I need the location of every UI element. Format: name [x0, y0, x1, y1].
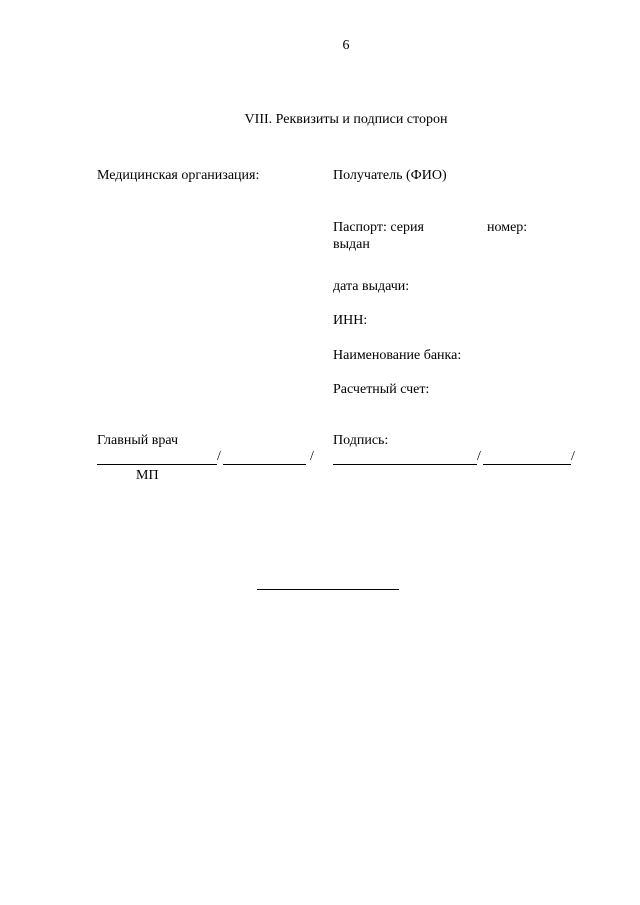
signature-slash: /	[477, 449, 481, 464]
chief-doctor-label: Главный врач	[97, 433, 179, 448]
issue-date-label: дата выдачи:	[333, 279, 410, 294]
recipient-signature-blank	[333, 464, 477, 465]
recipient-signature-label: Подпись:	[333, 433, 389, 448]
signature-slash: /	[310, 449, 314, 464]
passport-number-label: номер:	[487, 220, 528, 235]
account-label: Расчетный счет:	[333, 382, 430, 397]
signature-slash: /	[217, 449, 221, 464]
recipient-label: Получатель (ФИО)	[333, 168, 447, 183]
page-number: 6	[342, 38, 350, 53]
recipient-name-blank	[483, 464, 571, 465]
chief-signature-blank	[97, 464, 217, 465]
medical-organization-label: Медицинская организация:	[97, 168, 260, 183]
inn-label: ИНН:	[333, 313, 368, 328]
signature-slash: /	[571, 449, 575, 464]
seal-label: МП	[136, 468, 159, 483]
section-title: VIII. Реквизиты и подписи сторон	[244, 112, 448, 127]
passport-issued-label: выдан	[333, 237, 370, 252]
closing-separator-line	[257, 589, 399, 590]
chief-name-blank	[223, 464, 306, 465]
passport-series-label: Паспорт: серия	[333, 220, 424, 235]
bank-name-label: Наименование банка:	[333, 348, 462, 363]
